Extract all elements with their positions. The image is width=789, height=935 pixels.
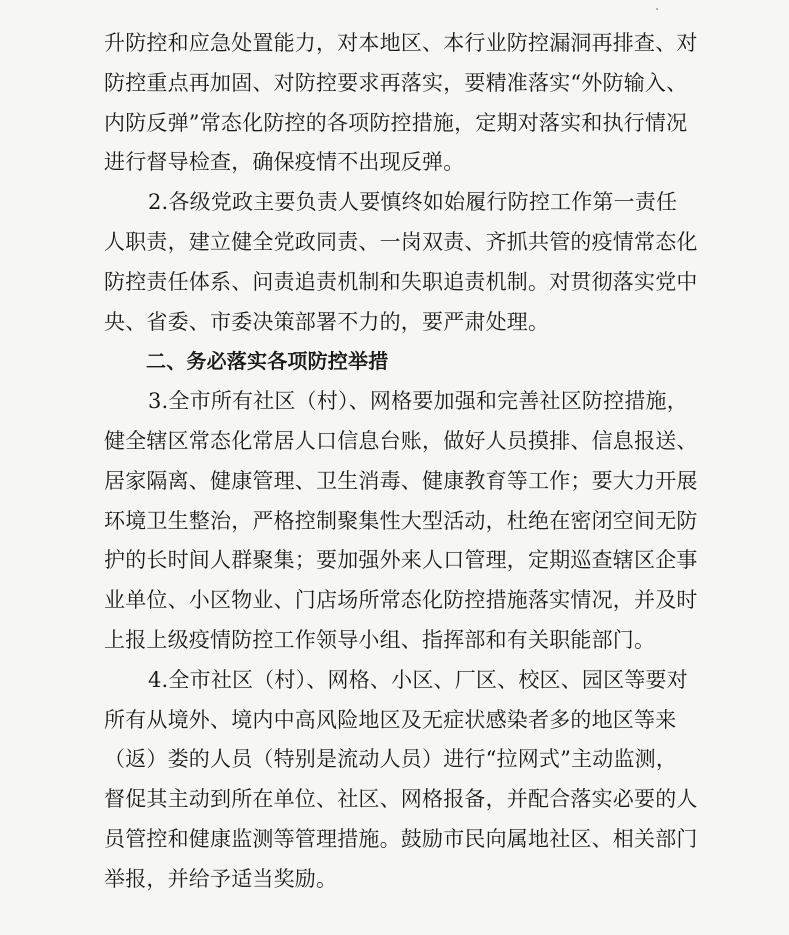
paragraph-line: 举报，并给予适当奖励。 bbox=[104, 866, 338, 891]
paragraph-line: 所有从境外、境内中高风险地区及无症状感染者多的地区等来 bbox=[104, 707, 677, 732]
document-body bbox=[104, 24, 700, 900]
paragraph-2-first-line: 2.各级党政主要负责人要慎终如始履行防控工作第一责任 bbox=[148, 190, 678, 215]
paragraph-line: 护的长时间人群聚集；要加强外来人口管理，定期巡查辖区企事 bbox=[104, 548, 698, 573]
paragraph-line: 员管控和健康监测等管理措施。鼓励市民向属地社区、相关部门 bbox=[104, 826, 698, 851]
paragraph-line: 进行督导检查，确保疫情不出现反弹。 bbox=[104, 150, 465, 175]
paragraph-line: 防控重点再加固、对防控要求再落实，要精准落实“外防输入、 bbox=[104, 70, 688, 95]
paragraph-line: 居家隔离、健康管理、卫生消毒、健康教育等工作；要大力开展 bbox=[104, 468, 698, 493]
paragraph-line: 防控责任体系、问责追责机制和失职追责机制。对贯彻落实党中 bbox=[104, 269, 698, 294]
paragraph-line: 人职责，建立健全党政同责、一岗双责、齐抓共管的疫情常态化 bbox=[104, 229, 698, 254]
paragraph-line: 上报上级疫情防控工作领导小组、指挥部和有关职能部门。 bbox=[104, 627, 656, 652]
paragraph-line: 督促其主动到所在单位、社区、网格报备，并配合落实必要的人 bbox=[104, 787, 698, 812]
paragraph-line: （返）娄的人员（特别是流动人员）进行“拉网式”主动监测， bbox=[104, 747, 678, 772]
paragraph-line: 内防反弹”常态化防控的各项防控措施，定期对落实和执行情况 bbox=[104, 110, 688, 135]
paragraph-4-first-line: 4.全市社区（村）、网格、小区、厂区、校区、园区等要对 bbox=[148, 667, 688, 692]
paragraph-line: 央、省委、市委决策部署不力的，要严肃处理。 bbox=[104, 309, 550, 334]
paragraph-line: 环境卫生整治，严格控制聚集性大型活动，杜绝在密闭空间无防 bbox=[104, 508, 698, 533]
paragraph-line: 升防控和应急处置能力，对本地区、本行业防控漏洞再排查、对 bbox=[104, 31, 698, 55]
paragraph-line: 业单位、小区物业、门店场所常态化防控措施落实情况，并及时 bbox=[104, 588, 698, 613]
paragraph-3-first-line: 3.全市所有社区（村）、网格要加强和完善社区防控措施， bbox=[148, 389, 688, 414]
section-heading: 二、务必落实各项防控举措 bbox=[146, 349, 389, 374]
paragraph-line: 健全辖区常态化常居人口信息台账，做好人员摸排、信息报送、 bbox=[104, 428, 698, 453]
scan-speck bbox=[656, 8, 658, 10]
